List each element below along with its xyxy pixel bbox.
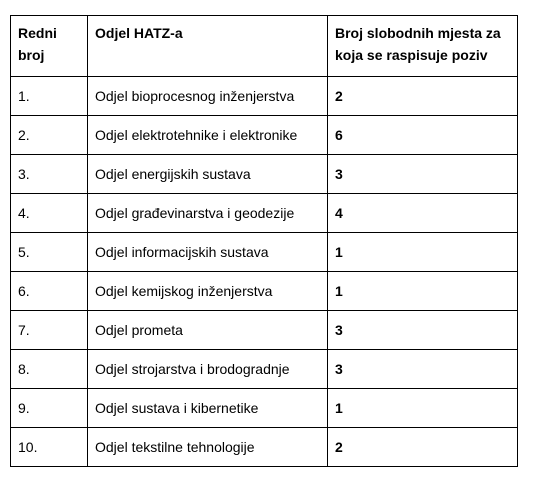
- row-department-cell: Odjel strojarstva i brodogradnje: [88, 350, 328, 389]
- row-department-cell: Odjel sustava i kibernetike: [88, 389, 328, 428]
- header-department: Odjel HATZ-a: [88, 16, 328, 77]
- row-rank-cell: 5.: [11, 233, 88, 272]
- table-row: [11, 155, 518, 194]
- row-department-cell: Odjel elektrotehnike i elektronike: [88, 116, 328, 155]
- row-rank-cell: 1.: [11, 77, 88, 116]
- table-row: [11, 194, 518, 233]
- header-vacancies: Broj slobodnih mjesta za koja se raspisuje poziv: [328, 16, 518, 77]
- table-header-row: [11, 16, 518, 77]
- table-row: [11, 116, 518, 155]
- header-rank: Redni broj: [11, 16, 88, 77]
- table-row: [11, 77, 518, 116]
- row-rank-cell: 10.: [11, 428, 88, 467]
- table-row: [11, 272, 518, 311]
- vacancies-table: [10, 15, 518, 467]
- row-vacancies-cell: 1: [328, 233, 518, 272]
- row-department-cell: Odjel informacijskih sustava: [88, 233, 328, 272]
- row-department-cell: Odjel kemijskog inženjerstva: [88, 272, 328, 311]
- row-vacancies-cell: 3: [328, 311, 518, 350]
- table-row: [11, 350, 518, 389]
- row-vacancies-cell: 2: [328, 428, 518, 467]
- row-rank-cell: 9.: [11, 389, 88, 428]
- row-department-cell: Odjel tekstilne tehnologije: [88, 428, 328, 467]
- table-row: [11, 428, 518, 467]
- row-vacancies-cell: 4: [328, 194, 518, 233]
- row-rank-cell: 3.: [11, 155, 88, 194]
- table-row: [11, 233, 518, 272]
- row-vacancies-cell: 3: [328, 155, 518, 194]
- row-vacancies-cell: 3: [328, 350, 518, 389]
- row-department-cell: Odjel prometa: [88, 311, 328, 350]
- row-department-cell: Odjel građevinarstva i geodezije: [88, 194, 328, 233]
- row-department-cell: Odjel energijskih sustava: [88, 155, 328, 194]
- row-rank-cell: 7.: [11, 311, 88, 350]
- document-area: [10, 15, 518, 467]
- table-row: [11, 311, 518, 350]
- row-rank-cell: 4.: [11, 194, 88, 233]
- row-vacancies-cell: 1: [328, 389, 518, 428]
- row-vacancies-cell: 1: [328, 272, 518, 311]
- row-rank-cell: 6.: [11, 272, 88, 311]
- row-rank-cell: 8.: [11, 350, 88, 389]
- table-row: [11, 389, 518, 428]
- row-vacancies-cell: 2: [328, 77, 518, 116]
- row-rank-cell: 2.: [11, 116, 88, 155]
- row-vacancies-cell: 6: [328, 116, 518, 155]
- row-department-cell: Odjel bioprocesnog inženjerstva: [88, 77, 328, 116]
